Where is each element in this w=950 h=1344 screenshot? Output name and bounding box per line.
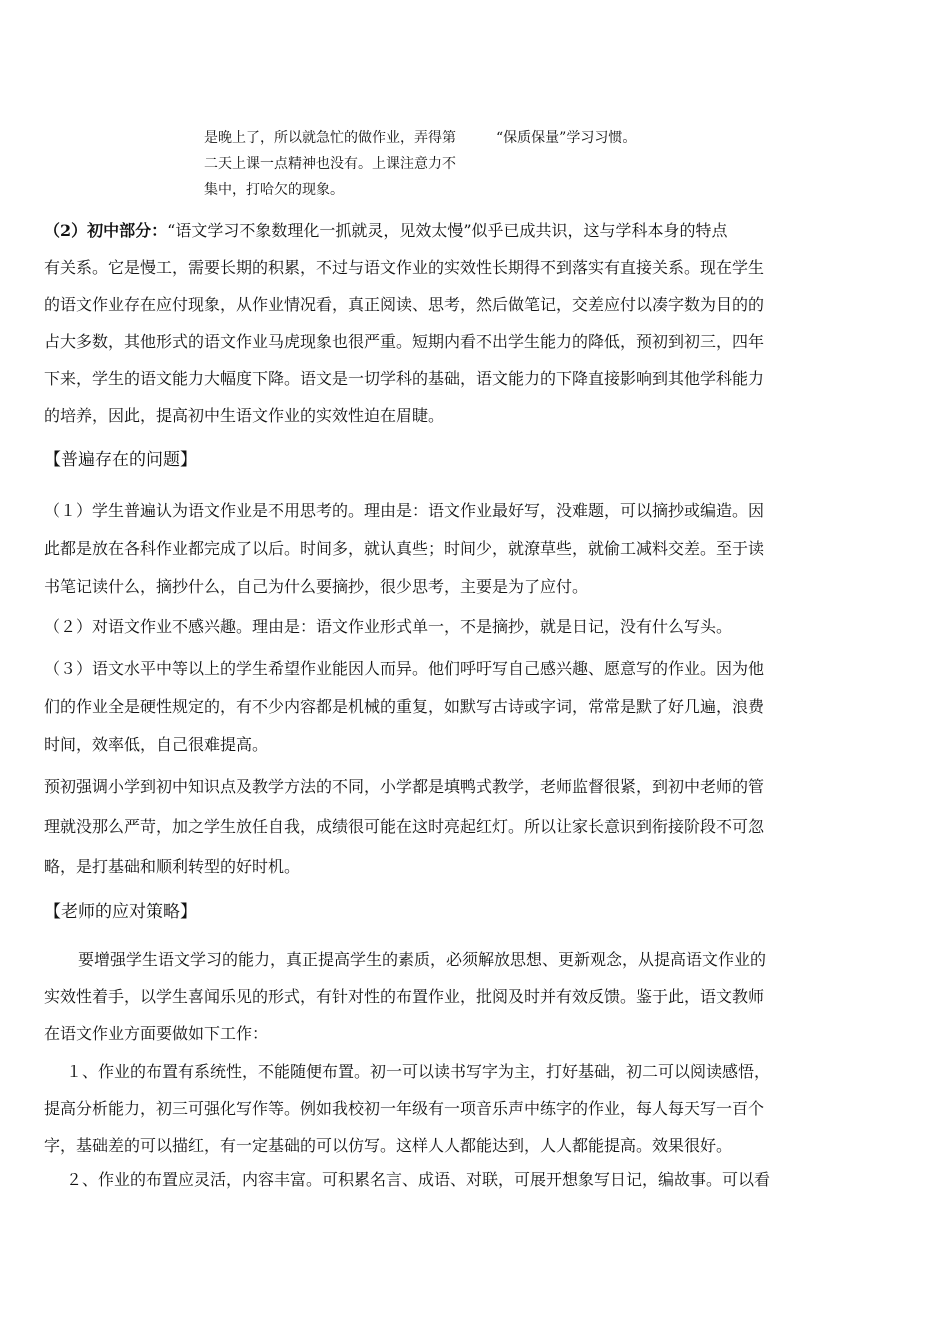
table-cell-line: 是晚上了，所以就急忙的做作业，弄得第 bbox=[204, 130, 456, 146]
paragraph-line: 书笔记读什么，摘抄什么，自己为什么要摘抄，很少思考，主要是为了应付。 bbox=[44, 577, 589, 596]
paragraph-line: 预初强调小学到初中知识点及教学方法的不同，小学都是填鸭式教学，老师监督很紧，到初中老师的管 bbox=[44, 777, 765, 796]
paragraph-line: 提高分析能力，初三可强化写作等。例如我校初一年级有一项音乐声中练字的作业，每人每天写一百个 bbox=[44, 1099, 765, 1118]
paragraph-line: 时间，效率低，自己很难提高。 bbox=[44, 735, 269, 754]
table-cell-line: 集中，打哈欠的现象。 bbox=[204, 182, 344, 198]
table-cell-left bbox=[204, 125, 489, 203]
table-cell-line: 二天上课一点精神也没有。上课注意力不 bbox=[204, 156, 456, 172]
paragraph-line: 下来，学生的语文能力大幅度下降。语文是一切学科的基础，语文能力的下降直接影响到其他学科能力 bbox=[44, 369, 765, 388]
paragraph-line: （２）对语文作业不感兴趣。理由是：语文作业形式单一，不是摘抄，就是日记，没有什么写头。 bbox=[44, 617, 733, 636]
paragraph-line: 有关系。它是慢工，需要长期的积累，不过与语文作业的实效性长期得不到落实有直接关系。现在学生 bbox=[44, 258, 765, 277]
paragraph-line: （３）语文水平中等以上的学生希望作业能因人而异。他们呼吁写自己感兴趣、愿意写的作业。因为他 bbox=[44, 659, 765, 678]
paragraph-line: （１）学生普遍认为语文作业是不用思考的。理由是：语文作业最好写，没难题，可以摘抄或编造。因 bbox=[44, 501, 765, 520]
paragraph-line: 实效性着手，以学生喜闻乐见的形式，有针对性的布置作业，批阅及时并有效反馈。鉴于此，语文教师 bbox=[44, 987, 765, 1006]
paragraph-line: 字，基础差的可以描红，有一定基础的可以仿写。这样人人都能达到，人人都能提高。效果很好。 bbox=[44, 1136, 733, 1155]
junior-section-paragraph bbox=[44, 212, 814, 434]
paragraph-line: 此都是放在各科作业都完成了以后。时间多，就认真些；时间少，就潦草些，就偷工减料交差。至于读 bbox=[44, 539, 765, 558]
paragraph-line bbox=[44, 212, 814, 249]
strategy-intro-paragraph bbox=[44, 941, 814, 1052]
problem-item-2 bbox=[44, 612, 814, 642]
problem-item-1 bbox=[44, 492, 814, 606]
table-cell-right: “保质保量”学习习惯。 bbox=[496, 130, 637, 146]
line-text: “语文学习不象数理化一抓就灵，见效太慢”似乎已成共识，这与学科本身的特点 bbox=[167, 221, 728, 240]
paragraph-line: 在语文作业方面要做如下工作： bbox=[44, 1024, 269, 1043]
paragraph-line: 要增强学生语文学习的能力，真正提高学生的素质，必须解放思想、更新观念，从提高语文作业的 bbox=[78, 950, 767, 969]
paragraph-line: １、作业的布置有系统性，不能随便布置。初一可以读书写字为主，打好基础，初二可以阅读感悟， bbox=[66, 1062, 771, 1081]
paragraph-line: 的语文作业存在应付现象，从作业情况看，真正阅读、思考，然后做笔记，交差应付以凑字数为目的的 bbox=[44, 295, 765, 314]
paragraph-line: ２、作业的布置应灵活，内容丰富。可积累名言、成语、对联，可展开想象写日记，编故事。可以看 bbox=[66, 1170, 771, 1189]
problem-item-3 bbox=[44, 650, 814, 764]
paragraph-line: 占大多数，其他形式的语文作业马虎现象也很严重。短期内看不出学生能力的降低，预初到初三，四年 bbox=[44, 332, 765, 351]
problems-heading: 【普遍存在的问题】 bbox=[44, 450, 197, 470]
strategy-item-2 bbox=[44, 1165, 814, 1195]
paragraph-line: 的培养，因此，提高初中生语文作业的实效性迫在眉睫。 bbox=[44, 406, 445, 425]
paragraph-line: 理就没那么严苛，加之学生放任自我，成绩很可能在这时亮起红灯。所以让家长意识到衔接阶段不可忽 bbox=[44, 817, 765, 836]
paragraph-line: 们的作业全是硬性规定的，有不少内容都是机械的重复，如默写古诗或字词，常常是默了好几遍，浪费 bbox=[44, 697, 765, 716]
strategy-heading: 【老师的应对策略】 bbox=[44, 902, 197, 922]
strategy-item-1 bbox=[44, 1053, 814, 1164]
section-label: （2）初中部分： bbox=[44, 221, 168, 240]
paragraph-line: 略，是打基础和顺利转型的好时机。 bbox=[44, 857, 301, 876]
transition-paragraph bbox=[44, 767, 814, 887]
